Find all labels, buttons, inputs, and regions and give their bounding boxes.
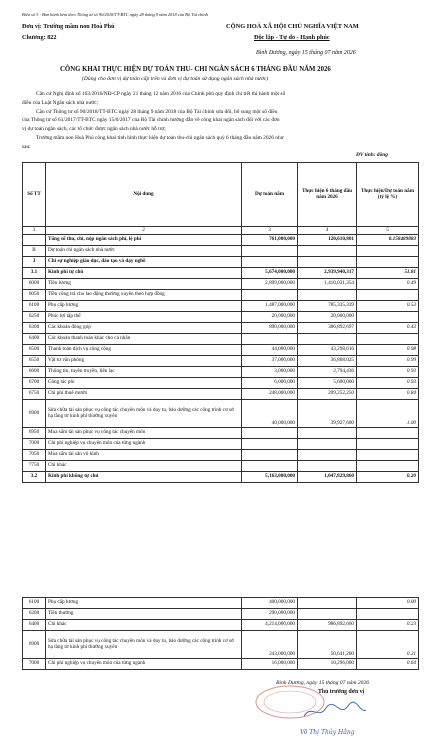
row-stt: 7050 (23, 450, 46, 461)
row-content: Các khoản đóng góp (46, 323, 242, 334)
table-row (23, 301, 419, 312)
row-plan: 761,000,000 (242, 235, 298, 246)
row-actual (298, 428, 357, 439)
row-stt: 6000 (23, 279, 46, 290)
row-plan (242, 450, 298, 461)
row-actual: 386,892,697 (298, 323, 357, 334)
row-actual: 5,600,000 (298, 378, 357, 389)
table-header-row (23, 163, 419, 227)
row-stt: 3 (23, 257, 46, 268)
header-ratio: Thực hiện/Dự toán năm (tỷ lệ %) (357, 163, 419, 227)
basis-line-3: Căn cứ Thông tư số 90/2018/TT-BTC ngày 28 tháng 9 năm 2018 của Bộ Tài chính sửa đổi, bổ sung một số điều (36, 109, 278, 115)
row-ratio: 0.21 (357, 631, 419, 659)
table-row (23, 334, 419, 345)
row-content: Phúc lợi tập thể (46, 312, 242, 323)
table-row (23, 268, 419, 279)
row-actual: 2,794,436 (298, 367, 357, 378)
row-content: Chi phí thuê mướn (46, 389, 242, 400)
row-stt: 6250 (23, 312, 46, 323)
motto: Độc lập - Tự do - Hạnh phúc (254, 34, 330, 41)
basis-line-2: điều của Luật Ngân sách nhà nước; (22, 100, 99, 106)
row-plan (242, 461, 298, 472)
row-stt: 6050 (23, 290, 46, 301)
table-row (23, 428, 419, 439)
row-stt: 6500 (23, 345, 46, 356)
row-plan: 2,899,000,000 (242, 279, 298, 290)
row-content: Thanh toán dịch vụ công cộng (46, 345, 242, 356)
row-ratio: 0.53 (357, 301, 419, 312)
row-plan: 5,674,000,000 (242, 268, 298, 279)
row-content: Kinh phí không tự chủ (46, 472, 242, 483)
row-content: Chi khác (46, 620, 242, 631)
row-content: Tiền lương (46, 279, 242, 290)
row-plan: 4,214,000,000 (242, 620, 298, 631)
signature-icon (300, 700, 370, 722)
col-num: 2 (46, 227, 242, 235)
basis-line-1: Căn cứ Nghị định số 163/2016/NĐ-CP ngày 21 tháng 12 năm 2016 của Chính phủ quy định chi tiết thi hành một số (36, 91, 286, 97)
row-actual: 36,808,025 (298, 356, 357, 367)
row-ratio (357, 312, 419, 323)
row-actual (298, 609, 357, 620)
row-content: Tiền công trả cho lao động thường xuyên theo hợp đồng (46, 290, 242, 301)
table-row (23, 609, 419, 620)
row-actual (298, 439, 357, 450)
chapter: Chương: 822 (22, 34, 57, 41)
basis-line-4: của Thông tư số 61/2017/TT-BTC ngày 15/6/2017 của Bộ Tài chính hướng dẫn về công khai ngân sách đối với các đơn (22, 117, 280, 123)
row-ratio: 0.20 (357, 472, 419, 483)
table-row (23, 659, 419, 670)
signer-name: Võ Thị Thủy Hằng (300, 729, 355, 736)
row-ratio (357, 609, 419, 620)
row-actual: 20,000,000 (298, 312, 357, 323)
footer-role: Thủ trưởng đơn vị (318, 689, 365, 695)
row-actual: 2,939,940,317 (298, 268, 357, 279)
table-row (23, 312, 419, 323)
row-actual: 209,252,250 (298, 389, 357, 400)
budget-table (22, 162, 419, 483)
row-content: Phụ cấp lương (46, 598, 242, 609)
table-row (23, 235, 419, 246)
row-plan (242, 334, 298, 345)
row-actual: 785,335,339 (298, 301, 357, 312)
row-plan: 1,487,000,000 (242, 301, 298, 312)
table-row (23, 367, 419, 378)
nation-name: CỘNG HOÀ XÃ HỘI CHỦ NGHĨA VIỆT NAM (226, 23, 359, 30)
col-num: 3 (242, 227, 298, 235)
basis-line-5: vị dự toán ngân sách, các tổ chức được ngân sách nhà nước hỗ trợ; (22, 126, 166, 132)
row-plan: 16,000,000 (242, 659, 298, 670)
table-row (23, 598, 419, 609)
footer-place-date: Bình Dương, ngày 15 tháng 07 năm 2026 (276, 680, 370, 686)
form-note: Biểu số 3 - Ban hành kèm theo Thông tư số 90/2018/TT-BTC ngày 28 tháng 9 năm 2018 của Bộ Tài chính (22, 12, 208, 17)
row-plan: 5,163,000,000 (242, 472, 298, 483)
table-row (23, 400, 419, 428)
row-actual: 10,296,000 (298, 659, 357, 670)
row-stt: 6100 (23, 301, 46, 312)
row-plan (242, 257, 298, 268)
row-actual (298, 257, 357, 268)
row-content: Tổng số thu, chi, nộp ngân sách phí, lệ phí (46, 235, 242, 246)
row-actual: 986,892,660 (298, 620, 357, 631)
row-plan (242, 246, 298, 257)
row-content: Chi khác (46, 461, 242, 472)
row-stt (23, 235, 46, 246)
row-actual: 1,047,829,860 (298, 472, 357, 483)
row-ratio (357, 461, 419, 472)
row-stt: 6900 (23, 400, 46, 428)
row-stt: 6400 (23, 620, 46, 631)
row-stt: 6750 (23, 389, 46, 400)
row-stt: B (23, 246, 46, 257)
row-plan: 37,000,000 (242, 356, 298, 367)
row-ratio: 0.93 (357, 367, 419, 378)
row-content: Chi sự nghiệp giáo dục, đào tạo và dạy nghề (46, 257, 242, 268)
row-content: Sửa chữa tài sản phục vụ công tác chuyên môn và duy tu, bảo dưỡng các công trình cơ sở hạ tầng từ kinh phí thường xuyên (46, 631, 242, 659)
table-row (23, 323, 419, 334)
row-plan (242, 290, 298, 301)
row-actual (298, 598, 357, 609)
row-content: Dự toán chi ngân sách nhà nước (46, 246, 242, 257)
row-ratio: 0.98 (357, 345, 419, 356)
row-plan: 243,000,000 (242, 631, 298, 659)
column-number-row (23, 227, 419, 235)
row-content: Sửa chữa tài sản phục vụ công tác chuyên môn và duy tu, bảo dưỡng các công trình cơ sở hạ tầng từ kinh phí thường xuyên (46, 400, 242, 428)
row-actual: 1,410,031,354 (298, 279, 357, 290)
row-ratio: 0.158489883 (357, 235, 419, 246)
row-actual (298, 461, 357, 472)
row-content: Thông tin, tuyên truyền, liên lạc (46, 367, 242, 378)
row-stt: 6900 (23, 631, 46, 659)
row-content: Chi phí nghiệp vụ chuyên môn của từng ngành (46, 659, 242, 670)
table-row (23, 461, 419, 472)
budget-table-continued (22, 597, 419, 670)
basis-line-6: Trường mầm non Hoà Phú công khai tình hình thực hiện dự toán thu-chi ngân sách quý 6 tháng đầu năm 2026 như (36, 135, 284, 141)
header-content: Nội dung (46, 163, 242, 227)
row-ratio (357, 428, 419, 439)
col-num: 4 (298, 227, 357, 235)
row-actual: 39,927,600 (298, 400, 357, 428)
row-ratio (357, 257, 419, 268)
row-stt: 6100 (23, 598, 46, 609)
header-stt: Số TT (23, 163, 46, 227)
row-actual (298, 246, 357, 257)
row-ratio (357, 290, 419, 301)
table-row (23, 257, 419, 268)
row-content: Phụ cấp lương (46, 301, 242, 312)
row-plan: 44,000,000 (242, 345, 298, 356)
row-actual: 120,610,801 (298, 235, 357, 246)
row-actual (298, 450, 357, 461)
row-ratio: 0.99 (357, 356, 419, 367)
row-plan (242, 439, 298, 450)
row-stt: 6300 (23, 323, 46, 334)
row-plan: 40,000,000 (242, 400, 298, 428)
row-actual (298, 334, 357, 345)
row-plan: 248,000,000 (242, 389, 298, 400)
row-content: Mua sắm tài sản phục vụ công tác chuyên môn (46, 428, 242, 439)
row-stt: 6200 (23, 609, 46, 620)
row-ratio: 0.23 (357, 620, 419, 631)
row-stt: 7000 (23, 439, 46, 450)
row-actual: 50,641,200 (298, 631, 357, 659)
table-row (23, 290, 419, 301)
row-content: Các khoản thanh toán khác cho cá nhân (46, 334, 242, 345)
table-row (23, 246, 419, 257)
row-content: Vật tư văn phòng (46, 356, 242, 367)
header-actual: Thực hiện 6 tháng đầu năm 2026 (298, 163, 357, 227)
row-content: Kinh phí tự chủ (46, 268, 242, 279)
row-plan: 3,000,000 (242, 367, 298, 378)
unit-name: Đơn vị: Trường mầm non Hoà Phú (22, 23, 115, 30)
currency-unit: ĐV tính: đồng (356, 152, 388, 158)
row-ratio (357, 334, 419, 345)
row-content: Tiền thưởng (46, 609, 242, 620)
table-row (23, 356, 419, 367)
document-title: CÔNG KHAI THỰC HIỆN DỰ TOÁN THU- CHI NGÂN SÁCH 6 THÁNG ĐẦU NĂM 2026 (60, 66, 331, 73)
row-plan: 6,000,000 (242, 378, 298, 389)
table-row (23, 631, 419, 659)
table-row (23, 345, 419, 356)
row-plan: 890,000,000 (242, 323, 298, 334)
col-num: 5 (357, 227, 419, 235)
row-stt: 6400 (23, 334, 46, 345)
row-stt: 6700 (23, 378, 46, 389)
table-row (23, 439, 419, 450)
header-plan: Dự toán năm (242, 163, 298, 227)
row-plan: 20,000,000 (242, 312, 298, 323)
row-content: Công tác phí (46, 378, 242, 389)
row-stt: 7000 (23, 659, 46, 670)
row-ratio: 0.00 (357, 598, 419, 609)
col-num: 1 (23, 227, 46, 235)
row-ratio: 0.64 (357, 659, 419, 670)
row-ratio (357, 246, 419, 257)
table-row (23, 378, 419, 389)
row-ratio (357, 439, 419, 450)
row-stt: 6600 (23, 367, 46, 378)
row-ratio (357, 450, 419, 461)
row-plan: 290,000,000 (242, 609, 298, 620)
row-content: Chi phí nghiệp vụ chuyên môn của từng ngành (46, 439, 242, 450)
table-row (23, 450, 419, 461)
row-actual: 43,298,616 (298, 345, 357, 356)
row-stt: 6950 (23, 428, 46, 439)
row-stt: 3.1 (23, 268, 46, 279)
row-stt: 3.2 (23, 472, 46, 483)
row-ratio: 1.00 (357, 400, 419, 428)
place-date: Bình Dương, ngày 15 tháng 07 năm 2026 (256, 50, 356, 56)
row-ratio: 0.93 (357, 378, 419, 389)
row-stt: 6550 (23, 356, 46, 367)
table-row (23, 389, 419, 400)
table-row (23, 620, 419, 631)
basis-line-7: sau: (22, 144, 31, 150)
row-plan (242, 428, 298, 439)
row-ratio: 0.49 (357, 279, 419, 290)
row-ratio: 0.43 (357, 323, 419, 334)
table-row (23, 472, 419, 483)
row-stt: 7750 (23, 461, 46, 472)
document-subtitle: (Dùng cho đơn vị dự toán cấp trên và đơn vị dự toán sử dụng ngân sách nhà nước) (82, 76, 269, 82)
row-actual (298, 290, 357, 301)
row-ratio: 0.84 (357, 389, 419, 400)
table-row (23, 279, 419, 290)
row-content: Mua sắm tài sản vô hình (46, 450, 242, 461)
row-ratio: 51.81 (357, 268, 419, 279)
row-plan: 400,000,000 (242, 598, 298, 609)
